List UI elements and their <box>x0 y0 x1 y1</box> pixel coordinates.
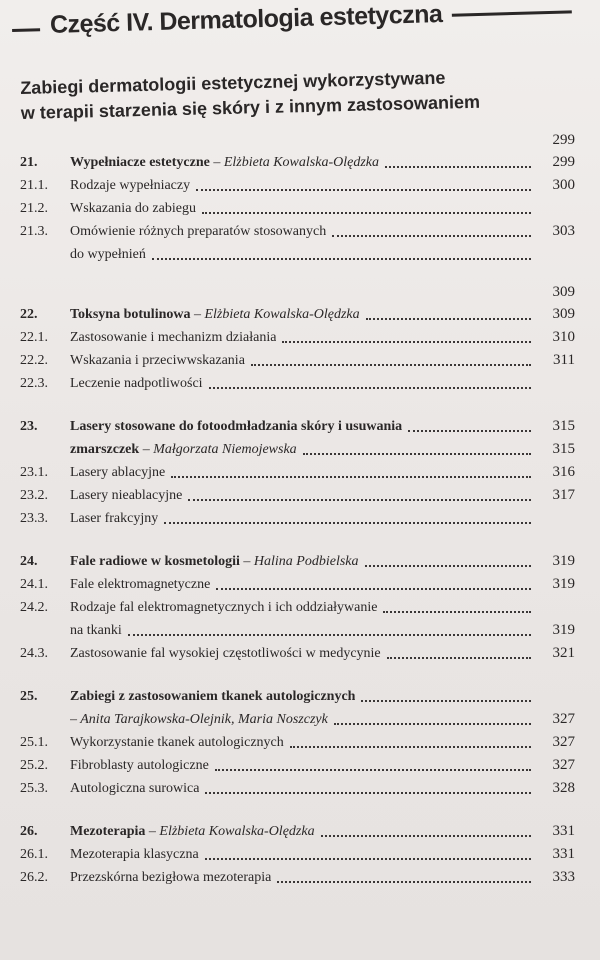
entry-title-text: Rodzaje wypełniaczy <box>70 178 191 193</box>
entry-title <box>70 199 196 218</box>
section-title-line-1: Zabiegi dermatologii estetycznej wykorzystywane <box>20 67 446 98</box>
dot-leader <box>361 700 531 702</box>
dot-leader <box>171 476 531 478</box>
dot-leader <box>152 258 531 260</box>
entry-page-number: 317 <box>552 487 575 503</box>
entry-number: 21.1. <box>20 178 48 193</box>
entry-page-number: 328 <box>552 780 575 796</box>
dot-leader <box>215 769 531 771</box>
entry-page-number: 315 <box>552 441 575 457</box>
entry-title-text: Laser frakcyjny <box>70 511 159 526</box>
entry-page-number: 315 <box>552 418 575 434</box>
entry-title-text: Lasery nieablacyjne <box>70 488 183 503</box>
header-rule-left <box>12 28 40 32</box>
entry-title-text: Wypełniacze estetyczne <box>70 155 210 170</box>
entry-page-number: 321 <box>552 645 575 661</box>
entry-title-text: Przezskórna bezigłowa mezoterapia <box>70 870 272 885</box>
toc-entry[interactable] <box>20 864 575 887</box>
toc-entry[interactable] <box>20 775 575 798</box>
entry-title <box>70 245 146 264</box>
entry-title-text: Wykorzystanie tkanek autologicznych <box>70 735 284 750</box>
entry-page-number: 331 <box>552 846 575 862</box>
entry-number: 21.2. <box>20 201 48 216</box>
entry-title <box>70 779 199 798</box>
dot-leader <box>321 835 531 837</box>
dot-leader <box>387 657 531 659</box>
entry-title-text: Zabiegi z zastosowaniem tkanek autologicznych <box>70 689 356 704</box>
entry-page-number: 316 <box>552 464 575 480</box>
entry-page-number: 331 <box>552 823 575 839</box>
entry-title-text: Lasery stosowane do fotoodmładzania skóry i usuwania <box>70 419 403 434</box>
toc-chapter <box>20 548 575 663</box>
toc-entry[interactable] <box>20 617 575 640</box>
chapter-page-number-value: 309 <box>552 284 575 300</box>
entry-number: 25. <box>20 689 38 704</box>
toc-entry[interactable] <box>20 482 575 505</box>
entry-title <box>70 463 165 482</box>
header-rule-right <box>452 10 572 16</box>
entry-number: 23.1. <box>20 465 48 480</box>
entry-number: 26.2. <box>20 870 48 885</box>
toc-chapter-entry[interactable] <box>20 818 575 841</box>
dot-leader <box>332 235 531 237</box>
table-of-contents <box>20 132 575 907</box>
toc-entry[interactable] <box>20 172 575 195</box>
entry-number: 26.1. <box>20 847 48 862</box>
entry-title-text: Toksyna botulinowa <box>70 307 191 322</box>
entry-number: 25.3. <box>20 781 48 796</box>
entry-page-number: 319 <box>552 576 575 592</box>
toc-chapter-entry[interactable] <box>20 683 575 706</box>
dot-leader <box>290 746 531 748</box>
entry-title-text: Leczenie nadpotliwości <box>70 376 203 391</box>
dot-leader <box>365 565 531 567</box>
dot-leader <box>128 634 531 636</box>
entry-author: – Elżbieta Kowalska-Olędzka <box>190 307 360 322</box>
toc-entry[interactable] <box>20 436 575 459</box>
dot-leader <box>251 364 531 366</box>
entry-number: 21.3. <box>20 224 48 239</box>
entry-title <box>70 417 402 436</box>
entry-number: 22. <box>20 307 38 322</box>
entry-title <box>70 710 328 729</box>
entry-page-number: 299 <box>552 154 575 170</box>
dot-leader <box>196 189 531 191</box>
entry-number: 26. <box>20 824 38 839</box>
entry-title-text: Wskazania i przeciwwskazania <box>70 353 245 368</box>
entry-title-text: do wypełnień <box>70 247 146 262</box>
entry-title-text: Fibroblasty autologiczne <box>70 758 209 773</box>
entry-number: 22.2. <box>20 353 48 368</box>
entry-number: 22.3. <box>20 376 48 391</box>
entry-title-text: Rodzaje fal elektromagnetycznych i ich oddziaływanie <box>70 600 378 615</box>
toc-entry[interactable] <box>20 706 575 729</box>
entry-title <box>70 733 284 752</box>
entry-title <box>70 305 360 324</box>
entry-number: 25.2. <box>20 758 48 773</box>
dot-leader <box>277 881 531 883</box>
toc-entry[interactable] <box>20 640 575 663</box>
entry-title-text: Zastosowanie fal wysokiej częstotliwości w medycynie <box>70 646 381 661</box>
entry-title <box>70 328 276 347</box>
toc-entry[interactable] <box>20 241 575 264</box>
dot-leader <box>202 212 531 214</box>
toc-entry[interactable] <box>20 347 575 370</box>
entry-page-number: 303 <box>552 223 575 239</box>
entry-title <box>70 486 182 505</box>
dot-leader <box>385 166 531 168</box>
entry-number: 23. <box>20 419 38 434</box>
entry-title-text: Zastosowanie i mechanizm działania <box>70 330 277 345</box>
toc-entry[interactable] <box>20 505 575 528</box>
entry-title-text: Wskazania do zabiegu <box>70 201 196 216</box>
entry-title <box>70 509 158 528</box>
toc-entry[interactable] <box>20 594 575 617</box>
entry-author: – Anita Tarajkowska-Olejnik, Maria Noszczyk <box>70 712 328 727</box>
dot-leader <box>216 588 531 590</box>
entry-title-text: Fale radiowe w kosmetologii <box>70 554 240 569</box>
toc-chapter <box>20 284 575 393</box>
entry-page-number: 333 <box>552 869 575 885</box>
toc-chapter <box>20 683 575 798</box>
entry-number: 22.1. <box>20 330 48 345</box>
entry-number: 23.3. <box>20 511 48 526</box>
entry-page-number: 327 <box>552 734 575 750</box>
entry-page-number: 327 <box>552 757 575 773</box>
dot-leader <box>383 611 531 613</box>
entry-number: 24.3. <box>20 646 48 661</box>
part-header <box>12 0 573 41</box>
entry-title <box>70 153 379 172</box>
entry-page-number: 310 <box>552 329 575 345</box>
entry-title <box>70 598 377 617</box>
entry-title-text: Fale elektromagnetyczne <box>70 577 211 592</box>
entry-title <box>70 687 355 706</box>
toc-entry[interactable] <box>20 841 575 864</box>
entry-author: – Małgorzata Niemojewska <box>139 442 297 457</box>
entry-page-number: 327 <box>552 711 575 727</box>
entry-page-number: 309 <box>552 306 575 322</box>
entry-title-text: Mezoterapia klasyczna <box>70 847 199 862</box>
dot-leader <box>164 522 531 524</box>
entry-title <box>70 845 199 864</box>
entry-title-text: zmarszczek <box>70 442 140 457</box>
entry-page-number: 300 <box>552 177 575 193</box>
entry-page-number: 311 <box>553 352 575 368</box>
chapter-page-number <box>20 284 575 301</box>
toc-entry[interactable] <box>20 324 575 347</box>
entry-title-text: na tkanki <box>70 623 122 638</box>
dot-leader <box>334 723 531 725</box>
entry-page-number: 319 <box>552 622 575 638</box>
dot-leader <box>366 318 531 320</box>
chapter-page-number <box>20 132 575 149</box>
entry-title <box>70 351 245 370</box>
toc-chapter <box>20 818 575 887</box>
toc-chapter <box>20 413 575 528</box>
toc-entry[interactable] <box>20 370 575 393</box>
toc-entry[interactable] <box>20 195 575 218</box>
dot-leader <box>209 387 531 389</box>
toc-chapter-entry[interactable] <box>20 301 575 324</box>
entry-number: 24. <box>20 554 38 569</box>
entry-title <box>70 756 209 775</box>
dot-leader <box>205 858 531 860</box>
entry-title <box>70 374 203 393</box>
toc-entry[interactable] <box>20 729 575 752</box>
dot-leader <box>282 341 531 343</box>
entry-title <box>70 822 315 841</box>
entry-title <box>70 644 381 663</box>
toc-entry[interactable] <box>20 752 575 775</box>
entry-title-text: Lasery ablacyjne <box>70 465 166 480</box>
entry-title <box>70 440 297 459</box>
entry-author: – Halina Podbielska <box>239 554 359 569</box>
entry-number: 24.2. <box>20 600 48 615</box>
chapter-page-number-value: 299 <box>552 132 575 148</box>
entry-title <box>70 552 359 571</box>
section-title <box>20 63 541 126</box>
toc-chapter-entry[interactable] <box>20 149 575 172</box>
entry-title <box>70 176 190 195</box>
entry-number: 21. <box>20 155 38 170</box>
entry-number: 25.1. <box>20 735 48 750</box>
dot-leader <box>303 453 531 455</box>
toc-chapter-entry[interactable] <box>20 413 575 436</box>
entry-page-number: 319 <box>552 553 575 569</box>
entry-title <box>70 222 326 241</box>
toc-entry[interactable] <box>20 571 575 594</box>
dot-leader <box>408 430 531 432</box>
part-title: Część IV. Dermatologia estetyczna <box>49 0 443 39</box>
entry-title <box>70 868 271 887</box>
entry-title <box>70 575 210 594</box>
entry-number: 23.2. <box>20 488 48 503</box>
toc-chapter-entry[interactable] <box>20 548 575 571</box>
toc-entry[interactable] <box>20 459 575 482</box>
entry-author: – Elżbieta Kowalska-Olędzka <box>145 824 315 839</box>
toc-chapter <box>20 132 575 264</box>
toc-entry[interactable] <box>20 218 575 241</box>
entry-title-text: Omówienie różnych preparatów stosowanych <box>70 224 327 239</box>
entry-title-text: Mezoterapia <box>70 824 146 839</box>
entry-title <box>70 621 122 640</box>
section-title-line-2: w terapii starzenia się skóry i z innym zastosowaniem <box>20 91 481 123</box>
entry-number: 24.1. <box>20 577 48 592</box>
entry-author: – Elżbieta Kowalska-Olędzka <box>209 155 379 170</box>
entry-title-text: Autologiczna surowica <box>70 781 200 796</box>
dot-leader <box>188 499 531 501</box>
dot-leader <box>205 792 531 794</box>
